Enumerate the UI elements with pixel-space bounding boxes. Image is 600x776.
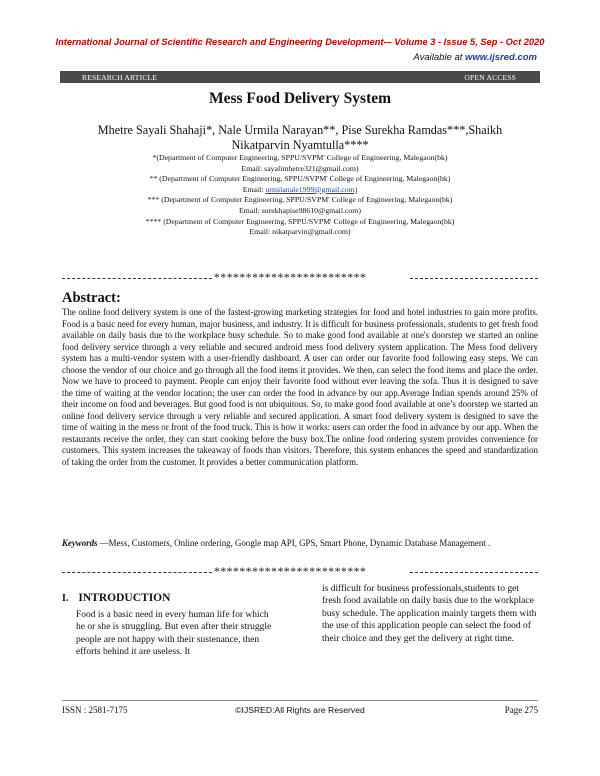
abstract-heading: Abstract:	[62, 290, 121, 306]
affiliations	[70, 153, 530, 238]
affiliation-1-dept: *(Department of Computer Engineering, SPPU/SVPM' College of Engineering, Malegaon(bk)	[152, 153, 448, 162]
page-number: Page 275	[504, 705, 538, 715]
affiliation-1-email-line	[70, 164, 530, 175]
open-access-label: OPEN ACCESS	[464, 72, 516, 82]
separator-stars: ************************	[214, 567, 367, 578]
author-line-1: Mhetre Sayali Shahaji*, Nale Urmila Narayan**, Pise Surekha Ramdas***,Shaikh	[97, 123, 503, 137]
footer-divider	[62, 700, 538, 701]
article-type-band	[60, 71, 540, 83]
keywords-text: —Mess, Customers, Online ordering, Google map API, GPS, Smart Phone, Dynamic Database Management .	[97, 538, 491, 548]
availability-line	[413, 52, 537, 63]
affiliation-4-dept: **** (Department of Computer Engineering, SPPU/SVPM' College of Engineering, Malegaon(bk)	[145, 216, 455, 226]
email-label: Email:	[241, 163, 265, 173]
journal-url-link[interactable]: www.ijsred.com	[465, 52, 537, 63]
affiliation-3-email: surekhapise98610@gmail.com)	[261, 205, 361, 215]
separator-bottom	[62, 567, 538, 579]
separator-top	[62, 273, 538, 285]
section-heading	[62, 592, 170, 604]
keywords-label: Keywords	[62, 538, 98, 548]
separator-dash-right	[410, 278, 538, 279]
affiliation-4-email-line	[70, 227, 530, 238]
affiliation-2-email-link[interactable]: urmilanale1999@gmail.com)	[265, 184, 358, 194]
journal-header: International Journal of Scientific Research and Engineering Development-– Volume 3 - Issue 5, Sep - Oct 2020	[55, 37, 545, 47]
affiliation-4-email: nikatparvin@gmail.com)	[272, 227, 351, 237]
available-prefix: Available at	[413, 52, 466, 63]
separator-dash-left	[62, 572, 212, 573]
copyright-label: ©IJSRED:All Rights are Reserved	[235, 705, 365, 715]
affiliation-3-email-line	[70, 206, 530, 217]
intro-right-column: is difficult for business professionals,students to get fresh food available on daily basis due to the workplace busy schedule. The application mainly targets them with the use of this application people can select the food of their choice and they get the delivery at right time.	[322, 584, 537, 644]
email-label: Email:	[242, 184, 266, 194]
affiliation-2-dept: ** (Department of Computer Engineering, SPPU/SVPM' College of Engineering, Malegaon(bk)	[149, 174, 451, 184]
affiliation-2-email-line	[70, 185, 530, 196]
affiliation-1-email: sayalimhetre321@gmail.com)	[264, 163, 359, 173]
intro-left-column: Food is a basic need in every human life for which he or she is struggling. But even after their struggle people are not happy with their sustenance, then efforts behind it are useless. It	[76, 610, 272, 658]
separator-stars: ************************	[214, 273, 367, 284]
separator-dash-right	[410, 572, 538, 573]
issn-label: ISSN : 2581-7175	[62, 705, 128, 715]
section-number: I.	[62, 593, 69, 604]
article-type-label: RESEARCH ARTICLE	[82, 72, 158, 82]
keywords	[62, 538, 538, 550]
abstract-text: The online food delivery system is one of the fastest-growing marketing strategies for food and hotel industries to gain more profits. Food is a basic need for every human, major business, and industry. It is difficult for business professionals, students to get fresh food available on daily basis due to the workplace busy schedule. So to make good food available at one's doorstep we started an online food delivery service through a very reliable and secured android mess food delivery system application. The Mess food delivery system has a multi-vendor system with a user-friendly dashboard. A user can order our favorite food following easy steps. We can choose the vendor of our choice and go through all the food items it provides. We then, can select the food items and place the order. Now we have to proceed to payment. People can enjoy their favorite food without ever leaving the sofa. Thus it is designed to save the time of waiting at the vendor location; the user can order the food in advance by our app.Average Indian spends around 25% of their income on food and beverages. But good food is not ubiquitous. So, to make good food available at one’s doorstep we started an online food delivery service through a very reliable and secured application. A smart food delivery system is designed to save the time of waiting in the mess or front of the food truck. This is how it works: users can order the food in advance by our app. When the restaurants receive the order, they can start cooking before the busy box.The online food ordering system provides convenience for customers. This system increases the takeaway of foods than visitors. Therefore, this system enhances the speed and standardization of taking the order from the customer. It provides a better communication platform.	[62, 307, 538, 467]
section-title: INTRODUCTION	[78, 592, 171, 604]
affiliation-3-dept: *** (Department of Computer Engineering, SPPU/SVPM' College of Engineering, Malegaon(bk)	[147, 195, 453, 205]
author-list	[70, 123, 530, 152]
paper-title: Mess Food Delivery System	[208, 90, 392, 107]
separator-dash-left	[62, 278, 212, 279]
email-label: Email:	[249, 227, 273, 237]
author-line-2: Nikatparvin Nyamtulla****	[231, 137, 369, 152]
email-label: Email:	[239, 205, 262, 215]
